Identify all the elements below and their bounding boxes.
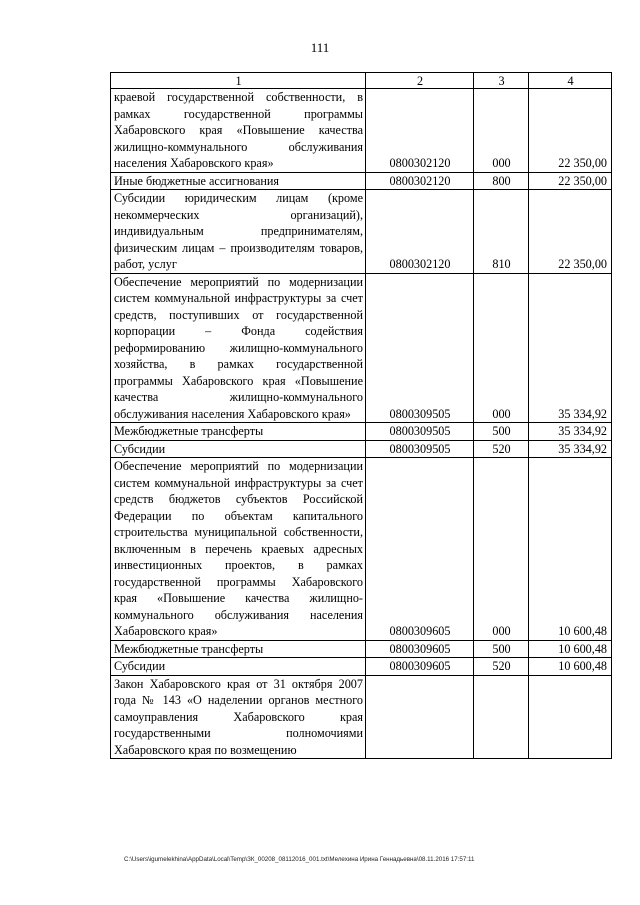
table-row — [111, 172, 612, 190]
row-amount-cell: 10 600,48 — [529, 458, 612, 641]
row-name-cell: Межбюджетные трансферты — [111, 423, 366, 441]
table-header-row — [111, 73, 612, 89]
row-amount-cell: 22 350,00 — [529, 89, 612, 173]
table-row — [111, 273, 612, 423]
row-amount-cell: 10 600,48 — [529, 640, 612, 658]
row-type-cell: 500 — [474, 640, 529, 658]
row-code-cell: 0800309605 — [366, 640, 474, 658]
row-code-cell: 0800309505 — [366, 440, 474, 458]
row-type-cell — [474, 675, 529, 759]
row-amount-cell: 35 334,92 — [529, 273, 612, 423]
row-name-cell: Субсидии — [111, 658, 366, 676]
table-row — [111, 190, 612, 274]
row-amount-cell: 35 334,92 — [529, 440, 612, 458]
budget-table — [110, 72, 612, 759]
row-name-cell: Обеспечение мероприятий по модернизации систем коммунальной инфраструктуры за счет средств бюджетов субъектов Российской Федерации по объектам капитального строительства муниципальной собственности, включенным в перечень краевых адресных инвестиционных проектов, в рамках государственной программы Хабаровского края «Повышение качества жилищно-коммунального обслуживания населения Хабаровского края» — [111, 458, 366, 641]
row-type-cell: 520 — [474, 440, 529, 458]
row-code-cell: 0800309605 — [366, 658, 474, 676]
row-type-cell: 500 — [474, 423, 529, 441]
row-code-cell: 0800302120 — [366, 89, 474, 173]
row-name-cell: Иные бюджетные ассигнования — [111, 172, 366, 190]
row-code-cell: 0800309505 — [366, 273, 474, 423]
table-row — [111, 640, 612, 658]
row-type-cell: 810 — [474, 190, 529, 274]
table-row — [111, 423, 612, 441]
row-type-cell: 000 — [474, 273, 529, 423]
row-amount-cell: 35 334,92 — [529, 423, 612, 441]
row-code-cell: 0800302120 — [366, 172, 474, 190]
row-type-cell: 000 — [474, 89, 529, 173]
table-row — [111, 675, 612, 759]
row-code-cell — [366, 675, 474, 759]
header-cell: 2 — [366, 73, 474, 89]
row-name-cell: Закон Хабаровского края от 31 октября 2007 года № 143 «О наделении органов местного самоуправления Хабаровского края государственными полномочиями Хабаровского края по возмещению — [111, 675, 366, 759]
row-type-cell: 520 — [474, 658, 529, 676]
row-name-cell: Межбюджетные трансферты — [111, 640, 366, 658]
page-number: 111 — [310, 40, 330, 55]
table-row — [111, 89, 612, 173]
header-cell: 3 — [474, 73, 529, 89]
row-amount-cell: 10 600,48 — [529, 658, 612, 676]
row-code-cell: 0800309505 — [366, 423, 474, 441]
footer-file-path: C:\Users\igumelekhina\AppData\Local\Temp\ЗК_00208_08112016_001.txt\Мелехина Ирина Геннадьевна\08.11.2016 17:57:11 — [124, 856, 475, 863]
table-row — [111, 458, 612, 641]
row-type-cell: 800 — [474, 172, 529, 190]
row-amount-cell: 22 350,00 — [529, 190, 612, 274]
table-row — [111, 440, 612, 458]
row-amount-cell — [529, 675, 612, 759]
row-name-cell: краевой государственной собственности, в рамках государственной программы Хабаровского края «Повышение качества жилищно-коммунального обслуживания населения Хабаровского края» — [111, 89, 366, 173]
row-type-cell: 000 — [474, 458, 529, 641]
row-name-cell: Субсидии — [111, 440, 366, 458]
header-cell: 1 — [111, 73, 366, 89]
row-name-cell: Субсидии юридическим лицам (кроме некоммерческих организаций), индивидуальным предпринимателям, физическим лицам – производителям товаров, работ, услуг — [111, 190, 366, 274]
row-code-cell: 0800309605 — [366, 458, 474, 641]
row-name-cell: Обеспечение мероприятий по модернизации систем коммунальной инфраструктуры за счет средств, поступивших от государственной корпорации – Фонда содействия реформированию жилищно-коммунального хозяйства, в рамках государственной программы Хабаровского края «Повышение качества жилищно-коммунального обслуживания населения Хабаровского края» — [111, 273, 366, 423]
header-cell: 4 — [529, 73, 612, 89]
table-row — [111, 658, 612, 676]
row-code-cell: 0800302120 — [366, 190, 474, 274]
row-amount-cell: 22 350,00 — [529, 172, 612, 190]
